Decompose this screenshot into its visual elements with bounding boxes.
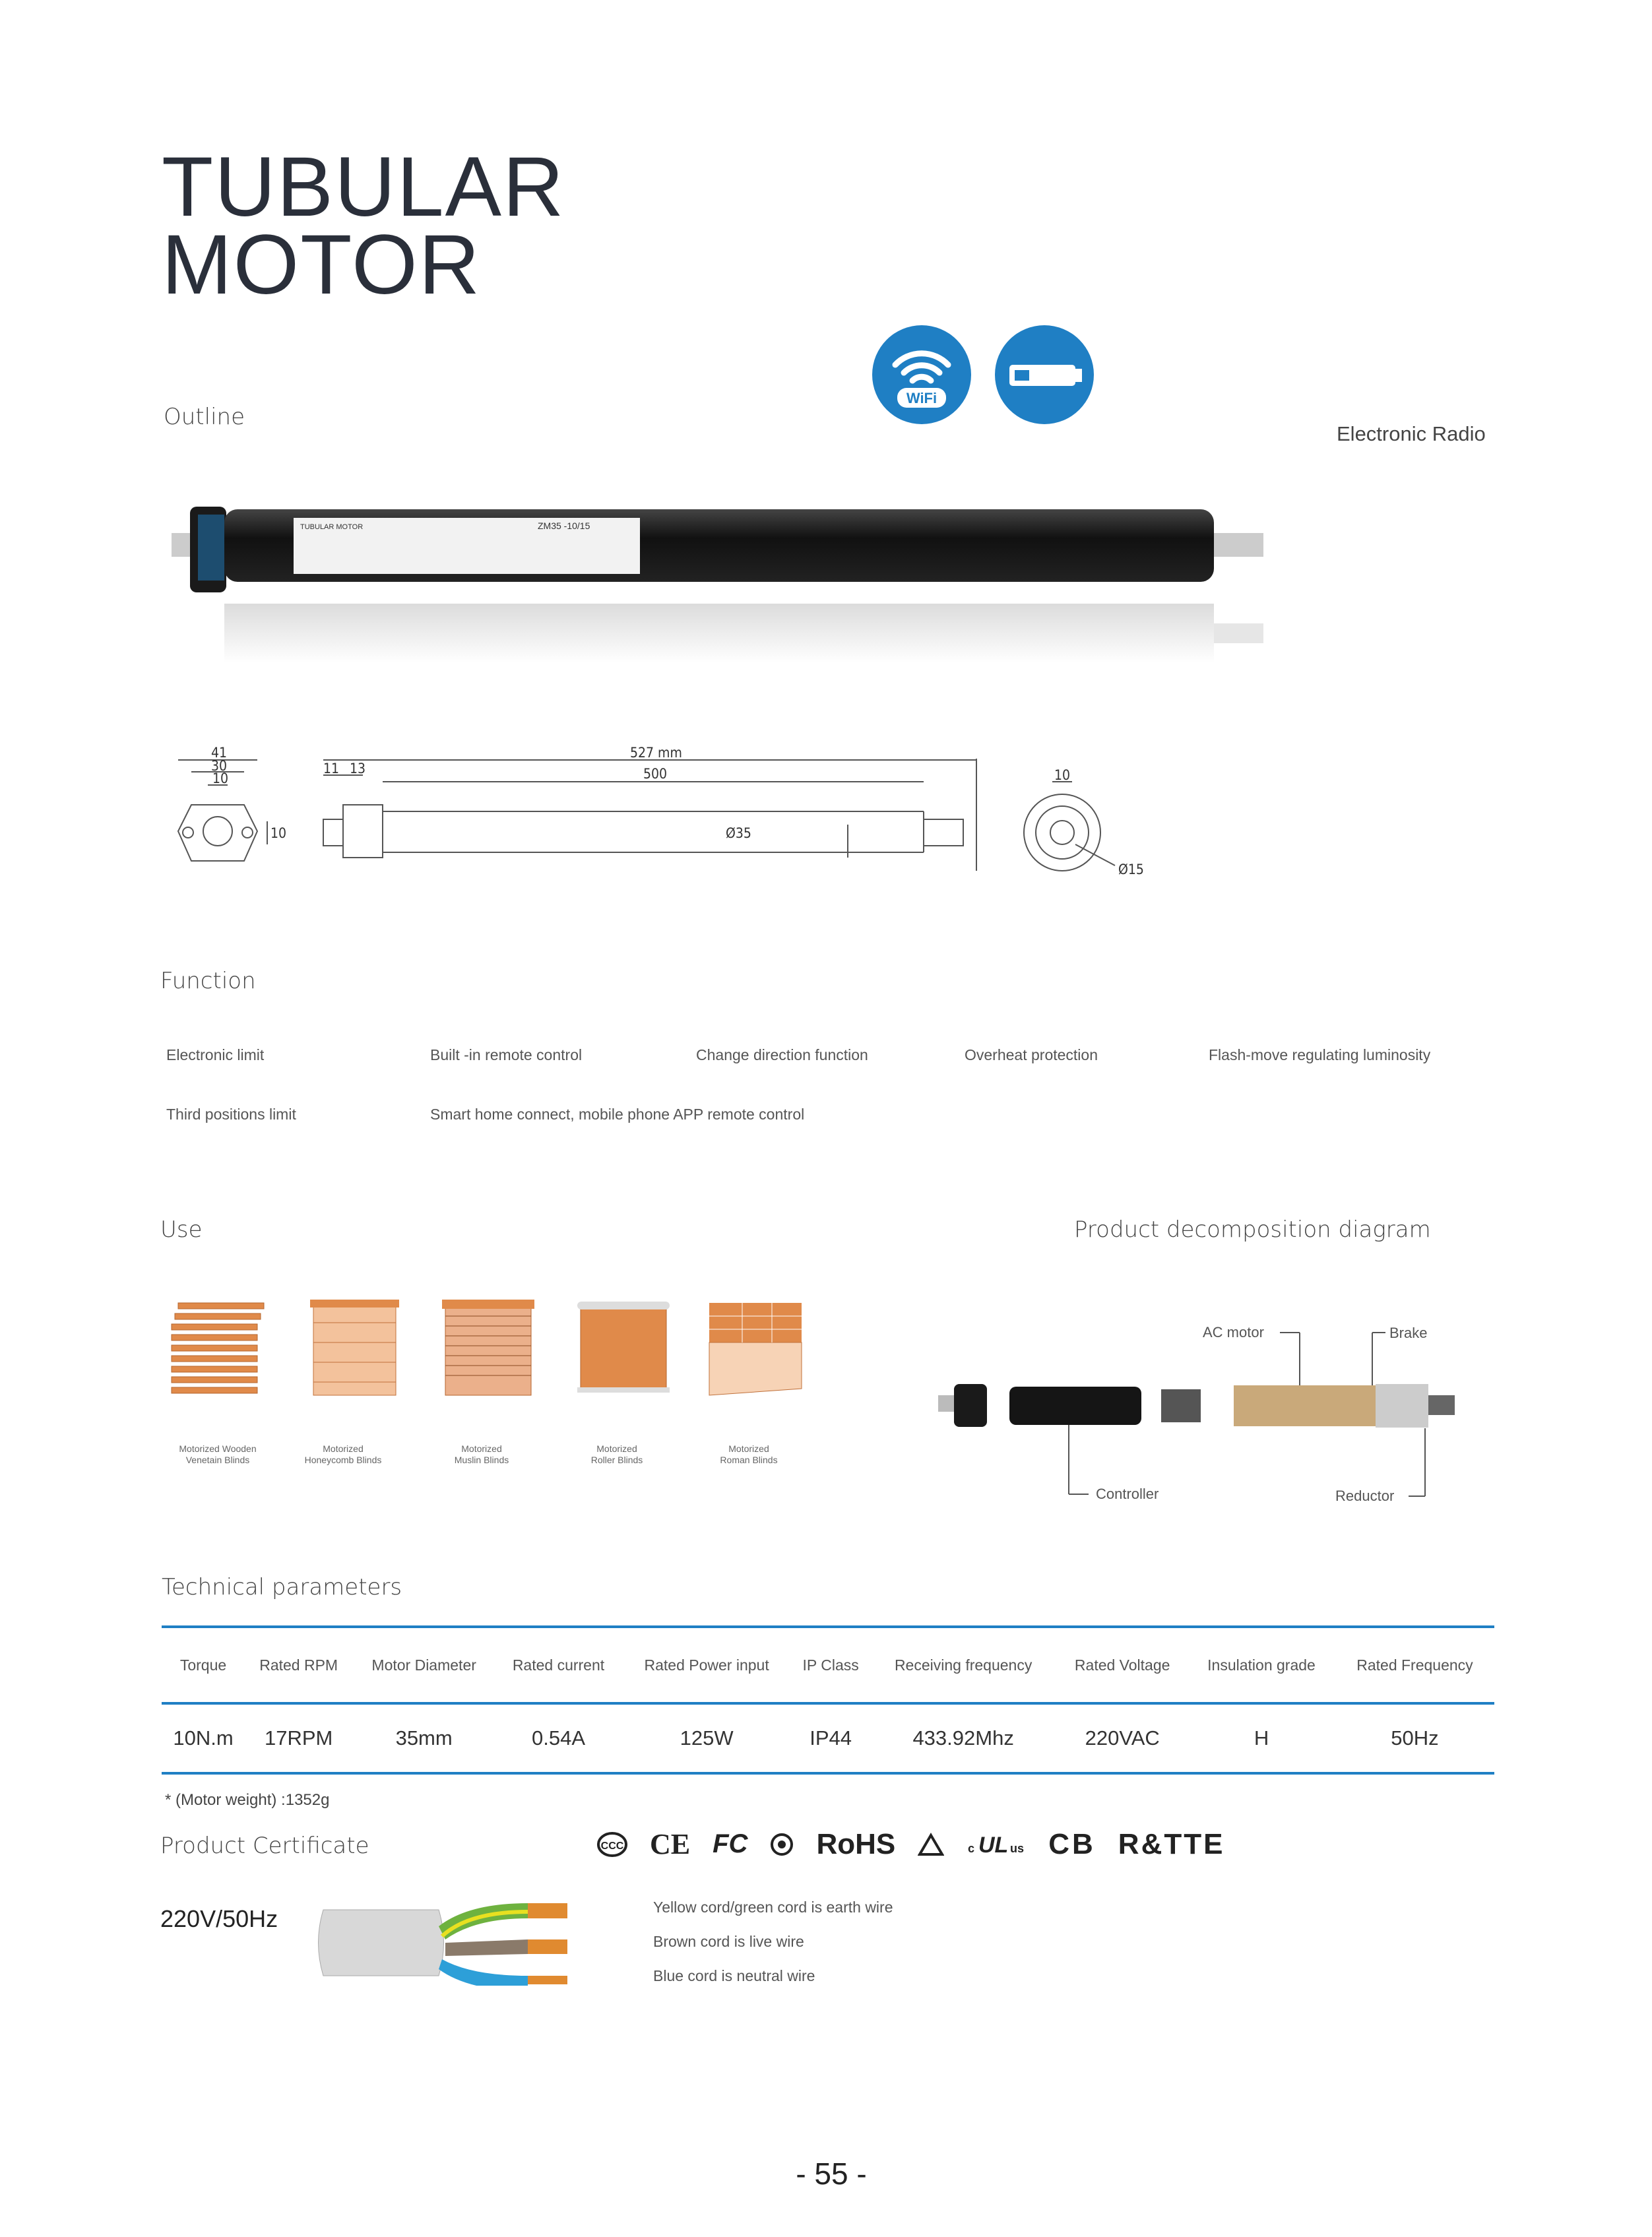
function-item: Electronic limit bbox=[166, 1046, 265, 1063]
recycle-icon bbox=[770, 1833, 794, 1856]
dim-527: 527 mm bbox=[630, 745, 682, 761]
value-cell: 433.92Mhz bbox=[870, 1703, 1057, 1773]
value-cell: H bbox=[1188, 1703, 1335, 1773]
controller-label: Controller bbox=[1096, 1486, 1159, 1502]
muslin-blind-image bbox=[435, 1296, 541, 1408]
svg-text:c: c bbox=[968, 1841, 975, 1855]
value-cell: 10N.m bbox=[162, 1703, 245, 1773]
ul-mark-icon bbox=[967, 1831, 1026, 1858]
dim-10b: 10 bbox=[270, 825, 287, 841]
page-number: - 55 - bbox=[796, 2157, 867, 2191]
cb-mark: CB bbox=[1048, 1827, 1096, 1860]
remote-stick-icon bbox=[995, 325, 1094, 424]
roman-blind-image bbox=[703, 1296, 808, 1408]
value-cell: 220VAC bbox=[1057, 1703, 1188, 1773]
header-cell: Rated RPM bbox=[245, 1627, 352, 1703]
dim-500: 500 bbox=[643, 766, 668, 782]
function-item: Third positions limit bbox=[166, 1106, 296, 1123]
wifi-label: WiFi bbox=[906, 390, 937, 406]
fc-mark: FC bbox=[713, 1829, 748, 1858]
dim-41: 41 bbox=[211, 745, 228, 761]
honeycomb-blind-image bbox=[300, 1296, 406, 1408]
value-cell: 50Hz bbox=[1335, 1703, 1494, 1773]
use-caption: Motorized Wooden Venetain Blinds bbox=[179, 1443, 257, 1465]
value-cell: 35mm bbox=[352, 1703, 495, 1773]
use-caption: Motorized Roller Blinds bbox=[590, 1443, 643, 1465]
wiring-note: Blue cord is neutral wire bbox=[653, 1967, 815, 1984]
svg-text:CCC: CCC bbox=[600, 1840, 624, 1852]
outline-heading: Outline bbox=[164, 404, 245, 430]
rohs-mark: RoHS bbox=[816, 1827, 896, 1860]
brake-label: Brake bbox=[1389, 1325, 1428, 1341]
ce-mark: CE bbox=[650, 1828, 691, 1860]
svg-text:us: us bbox=[1010, 1841, 1025, 1855]
wiring-note: Brown cord is live wire bbox=[653, 1933, 804, 1950]
cable-image bbox=[310, 1887, 574, 1986]
reductor-label: Reductor bbox=[1335, 1488, 1395, 1504]
wifi-icon bbox=[872, 325, 971, 424]
rtte-mark: R&TTE bbox=[1118, 1827, 1225, 1860]
value-cell: 0.54A bbox=[495, 1703, 621, 1773]
header-cell: Rated current bbox=[495, 1627, 621, 1703]
dim-dia15: Ø15 bbox=[1118, 862, 1144, 877]
use-heading: Use bbox=[160, 1216, 203, 1243]
certificate-heading: Product Certificate bbox=[160, 1833, 369, 1859]
function-item: Smart home connect, mobile phone APP remote control bbox=[430, 1106, 805, 1123]
decomposition-diagram bbox=[917, 1313, 1498, 1524]
svg-text:UL: UL bbox=[978, 1832, 1009, 1858]
header-cell: Torque bbox=[162, 1627, 245, 1703]
function-item: Flash-move regulating luminosity bbox=[1209, 1046, 1431, 1063]
dim-10c: 10 bbox=[1054, 767, 1071, 783]
header-cell: Rated Power input bbox=[621, 1627, 792, 1703]
header-cell: Receiving frequency bbox=[870, 1627, 1057, 1703]
decomposition-heading: Product decomposition diagram bbox=[1074, 1216, 1431, 1243]
use-caption: Motorized Honeycomb Blinds bbox=[304, 1443, 382, 1465]
parameters-header-row bbox=[162, 1627, 1494, 1703]
motor-label-brand: TUBULAR MOTOR bbox=[300, 523, 364, 531]
motor-weight-note: * (Motor weight) :1352g bbox=[165, 1791, 330, 1809]
header-cell: Motor Diameter bbox=[352, 1627, 495, 1703]
certificate-logos bbox=[597, 1827, 1224, 1861]
function-item: Built -in remote control bbox=[430, 1046, 583, 1063]
dim-13: 13 bbox=[350, 761, 366, 776]
header-cell: Rated Frequency bbox=[1335, 1627, 1494, 1703]
warning-triangle-icon bbox=[918, 1833, 944, 1856]
value-cell: IP44 bbox=[792, 1703, 870, 1773]
ac-motor-label: AC motor bbox=[1203, 1324, 1264, 1340]
use-caption: Motorized Roman Blinds bbox=[720, 1443, 778, 1465]
function-item: Change direction function bbox=[696, 1046, 868, 1063]
dim-dia35: Ø35 bbox=[726, 825, 751, 841]
function-heading: Function bbox=[160, 968, 256, 994]
value-cell: 17RPM bbox=[245, 1703, 352, 1773]
header-cell: IP Class bbox=[792, 1627, 870, 1703]
motor-photo bbox=[158, 488, 1293, 706]
dim-30: 30 bbox=[211, 758, 228, 774]
electronic-radio-label: Electronic Radio bbox=[1337, 422, 1486, 445]
use-caption: Motorized Muslin Blinds bbox=[454, 1443, 509, 1465]
header-cell: Insulation grade bbox=[1188, 1627, 1335, 1703]
wiring-notes bbox=[653, 1890, 893, 1993]
dim-10a: 10 bbox=[212, 771, 229, 786]
page-title: TUBULAR MOTOR bbox=[162, 140, 565, 312]
dim-11: 11 bbox=[323, 761, 340, 776]
parameters-value-row bbox=[162, 1703, 1494, 1773]
motor-label-model: ZM35 -10/15 bbox=[538, 520, 590, 531]
wiring-note: Yellow cord/green cord is earth wire bbox=[653, 1899, 893, 1916]
ccc-icon bbox=[597, 1831, 627, 1858]
voltage-label: 220V/50Hz bbox=[160, 1905, 278, 1932]
function-item: Overheat protection bbox=[965, 1046, 1098, 1063]
dimension-drawing bbox=[158, 745, 1214, 897]
roller-blind-image bbox=[571, 1296, 676, 1408]
header-cell: Rated Voltage bbox=[1057, 1627, 1188, 1703]
technical-heading: Technical parameters bbox=[162, 1574, 402, 1600]
venetian-blind-image bbox=[165, 1296, 270, 1408]
value-cell: 125W bbox=[621, 1703, 792, 1773]
parameters-table bbox=[162, 1625, 1494, 1775]
